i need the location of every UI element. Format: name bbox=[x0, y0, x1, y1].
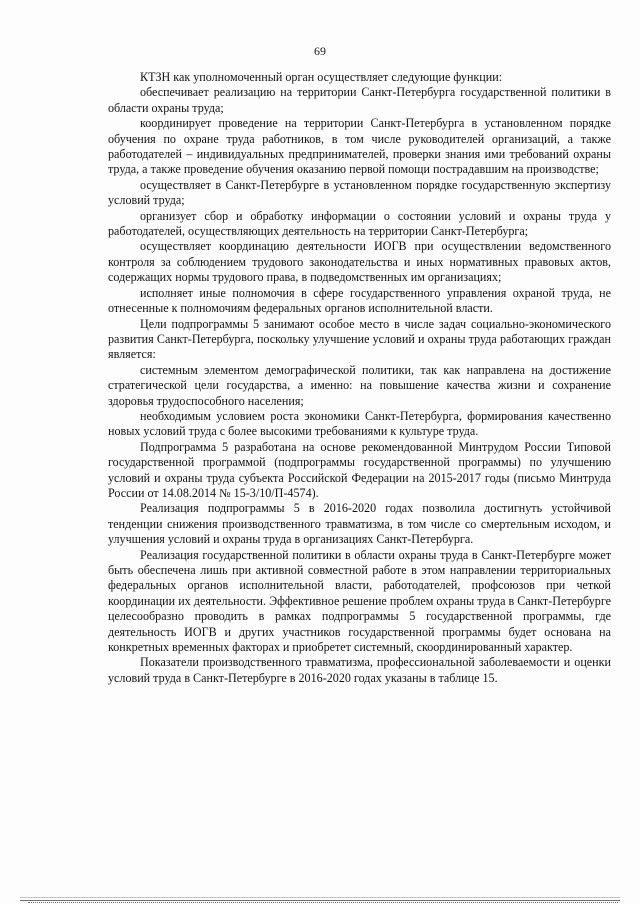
paragraph-function-policy: обеспечивает реализацию на территории Санкт-Петербурга государственной политики в области охраны труда; bbox=[108, 85, 611, 115]
paragraph-results: Реализация подпрограммы 5 в 2016-2020 годах позволила достигнуть устойчивой тенденции снижения производственного травматизма, в том числе со смертельным исходом, и улучшения условий и охраны труда в организациях Санкт-Петербурга. bbox=[108, 501, 611, 547]
scan-edge-line bbox=[20, 900, 620, 901]
body-text bbox=[108, 70, 611, 686]
paragraph-functions-intro: КТЗН как уполномоченный орган осуществляет следующие функции: bbox=[140, 70, 503, 84]
scan-edge-line bbox=[20, 897, 620, 898]
paragraph-function-training: координирует проведение на территории Санкт-Петербурга в установленном порядке обучения по охране труда работников, в том числе руководителей организаций, а также работодателей – индивидуальных предпринимателей, проверки знания ими требований охраны труда, а также проведение обучения оказанию первой помощи пострадавшим на производстве; bbox=[108, 116, 611, 177]
paragraph-goals: Цели подпрограммы 5 занимают особое место в числе задач социально-экономического развития Санкт-Петербурга, поскольку улучшение условий и охраны труда работающих граждан является: bbox=[108, 316, 611, 362]
page-number: 69 bbox=[314, 44, 326, 58]
paragraph-implementation: Реализация государственной политики в области охраны труда в Санкт-Петербурге может быть обеспечена лишь при активной совместной работе в этом направлении территориальных федеральных органов исполнительной власти, работодателей, профсоюзов при четкой координации их деятельности. Эффективное решение проблем охраны труда в Санкт-Петербурге целесообразно проводить в рамках подпрограммы 5 государственной программы, где деятельность ИОГВ и других участников государственной программы будет основана на конкретных временных факторах и приобретет системный, скоординированный характер. bbox=[108, 547, 611, 655]
paragraph-function-information: организует сбор и обработку информации о состоянии условий и охраны труда у работодателей, осуществляющих деятельность на территории Санкт-Петербурга; bbox=[108, 208, 611, 239]
paragraph-function-other: исполняет иные полномочия в сфере государственного управления охраной труда, не отнесенные к полномочиям федеральных органов исполнительной власти. bbox=[108, 285, 611, 316]
paragraph-demographic-policy: системным элементом демографической политики, так как направлена на достижение стратегической цели государства, а именно: на повышение качества жизни и сохранение здоровья трудоспособного населения; bbox=[108, 362, 611, 408]
paragraph-function-coordination: осуществляет координацию деятельности ИОГВ при осуществлении ведомственного контроля за соблюдением трудового законодательства и иных нормативных правовых актов, содержащих нормы трудового права, в подведомственных им организациях; bbox=[108, 239, 611, 285]
paragraph-indicators: Показатели производственного травматизма, профессиональной заболеваемости и оценки условий труда в Санкт-Петербурге в 2016-2020 годах указаны в таблице 15. bbox=[108, 655, 611, 685]
scan-edge-dots bbox=[28, 902, 618, 904]
paragraph-function-expertise: осуществляет в Санкт-Петербурге в установленном порядке государственную экспертизу условий труда; bbox=[108, 177, 611, 208]
paragraph-basis: Подпрограмма 5 разработана на основе рекомендованной Минтрудом России Типовой государственной программой (подпрограммы государственной программы) по улучшению условий и охраны труда субъекта Российской Федерации на 2015-2017 годы (письмо Минтруда России от 14.08.2014 № 15-3/10/П-4574). bbox=[108, 439, 611, 500]
paragraph-economic-growth: необходимым условием роста экономики Санкт-Петербурга, формирования качественно новых условий труда с более высокими требованиями к культуре труда. bbox=[108, 408, 611, 439]
